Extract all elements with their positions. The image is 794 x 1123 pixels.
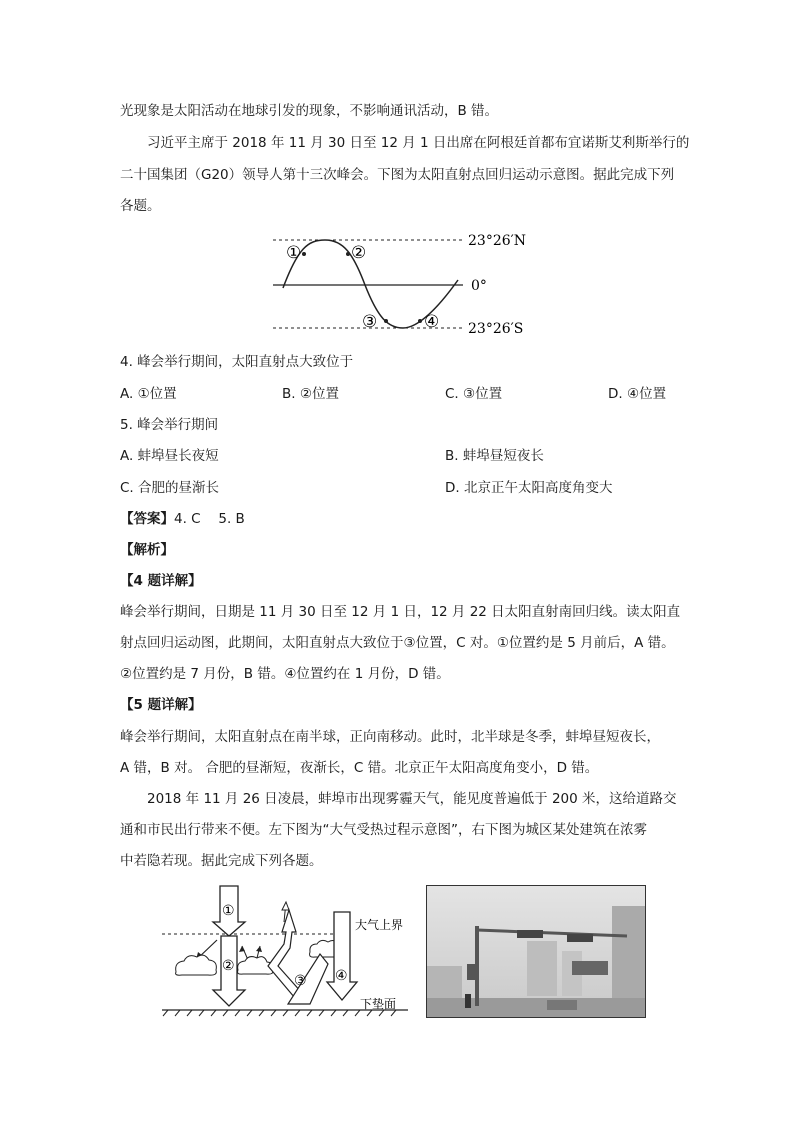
- position-2-label: ②: [351, 243, 367, 263]
- position-1-dot: [302, 252, 306, 256]
- position-1-label: ①: [286, 243, 302, 263]
- intro-line-4: 各题。: [120, 198, 161, 214]
- tropic-cancer-label: 23°26′N: [468, 233, 527, 249]
- equator-label: 0°: [471, 278, 487, 294]
- atmosphere-top-label: 大气上界: [355, 918, 404, 932]
- underlying-surface-label: 下垫面: [360, 997, 397, 1011]
- arrow-4-label: ④: [335, 968, 348, 984]
- q4-option-a: A. ①位置: [120, 386, 177, 402]
- q5-option-b: B. 蚌埠昼短夜长: [445, 448, 544, 464]
- q5-option-c: C. 合肥的昼渐长: [120, 480, 220, 496]
- answer-line: [120, 509, 245, 529]
- arrow-2-label: ②: [222, 958, 235, 974]
- fog-line-2: 通和市民出行带来不便。左下图为“大气受热过程示意图”，右下图为城区某处建筑在浓雾: [120, 822, 647, 838]
- fog-line-3: 中若隐若现。据此完成下列各题。: [120, 853, 323, 869]
- cloud-left: [176, 955, 217, 975]
- intro-line-3: 二十国集团（G20）领导人第十三次峰会。下图为太阳直射点回归运动示意图。据此完成下列: [120, 167, 675, 183]
- solar-migration-diagram: [268, 228, 538, 338]
- q4-option-b: B. ②位置: [282, 386, 339, 402]
- detail-5-title: 【5 题详解】: [120, 697, 202, 713]
- detail-5-line-2: A 错，B 对。 合肥的昼渐短，夜渐长，C 错。北京正午太阳高度角变小，D 错。: [120, 760, 599, 776]
- q4-option-d: D. ④位置: [608, 386, 667, 402]
- q4-option-c: C. ③位置: [445, 386, 503, 402]
- atmospheric-heating-diagram: [160, 882, 410, 1017]
- q5-option-a: A. 蚌埠昼长夜短: [120, 448, 219, 464]
- detail-5-line-1: 峰会举行期间，太阳直射点在南半球，正向南移动。此时，北半球是冬季，蚌埠昼短夜长，: [120, 729, 660, 745]
- arrow-1-label: ①: [222, 903, 235, 919]
- position-2-dot: [346, 252, 350, 256]
- intro-line-1: 光现象是太阳活动在地球引发的现象，不影响通讯活动，B 错。: [120, 103, 499, 119]
- position-4-dot: [418, 319, 422, 323]
- position-3-label: ③: [362, 312, 378, 332]
- tropic-capricorn-label: 23°26′S: [468, 321, 524, 337]
- intro-line-2: 习近平主席于 2018 年 11 月 30 日至 12 月 1 日出席在阿根廷首都布宜诺斯艾利斯举行的: [147, 135, 690, 151]
- q4-stem: 4. 峰会举行期间，太阳直射点大致位于: [120, 354, 354, 370]
- detail-4-line-1: 峰会举行期间，日期是 11 月 30 日至 12 月 1 日，12 月 22 日太阳直射南回归线。读太阳直: [120, 604, 681, 620]
- position-4-label: ④: [424, 312, 440, 332]
- detail-4-title: 【4 题详解】: [120, 573, 202, 589]
- detail-4-line-3: ②位置约是 7 月份，B 错。④位置约在 1 月份，D 错。: [120, 666, 450, 682]
- analysis-label: 【解析】: [120, 542, 174, 558]
- answer-text: 4. C 5. B: [174, 511, 245, 527]
- answer-label: 【答案】: [120, 511, 174, 527]
- detail-4-line-2: 射点回归运动图，此期间，太阳直射点大致位于③位置，C 对。①位置约是 5 月前后，A 错。: [120, 635, 675, 651]
- position-3-dot: [384, 319, 388, 323]
- q5-option-d: D. 北京正午太阳高度角变大: [445, 480, 613, 496]
- fog-city-photo: [426, 885, 646, 1018]
- q5-stem: 5. 峰会举行期间: [120, 417, 219, 433]
- fog-line-1: 2018 年 11 月 26 日凌晨，蚌埠市出现雾霾天气，能见度普遍低于 200 米，这给道路交: [147, 791, 677, 807]
- arrow-3-label: ③: [294, 973, 307, 989]
